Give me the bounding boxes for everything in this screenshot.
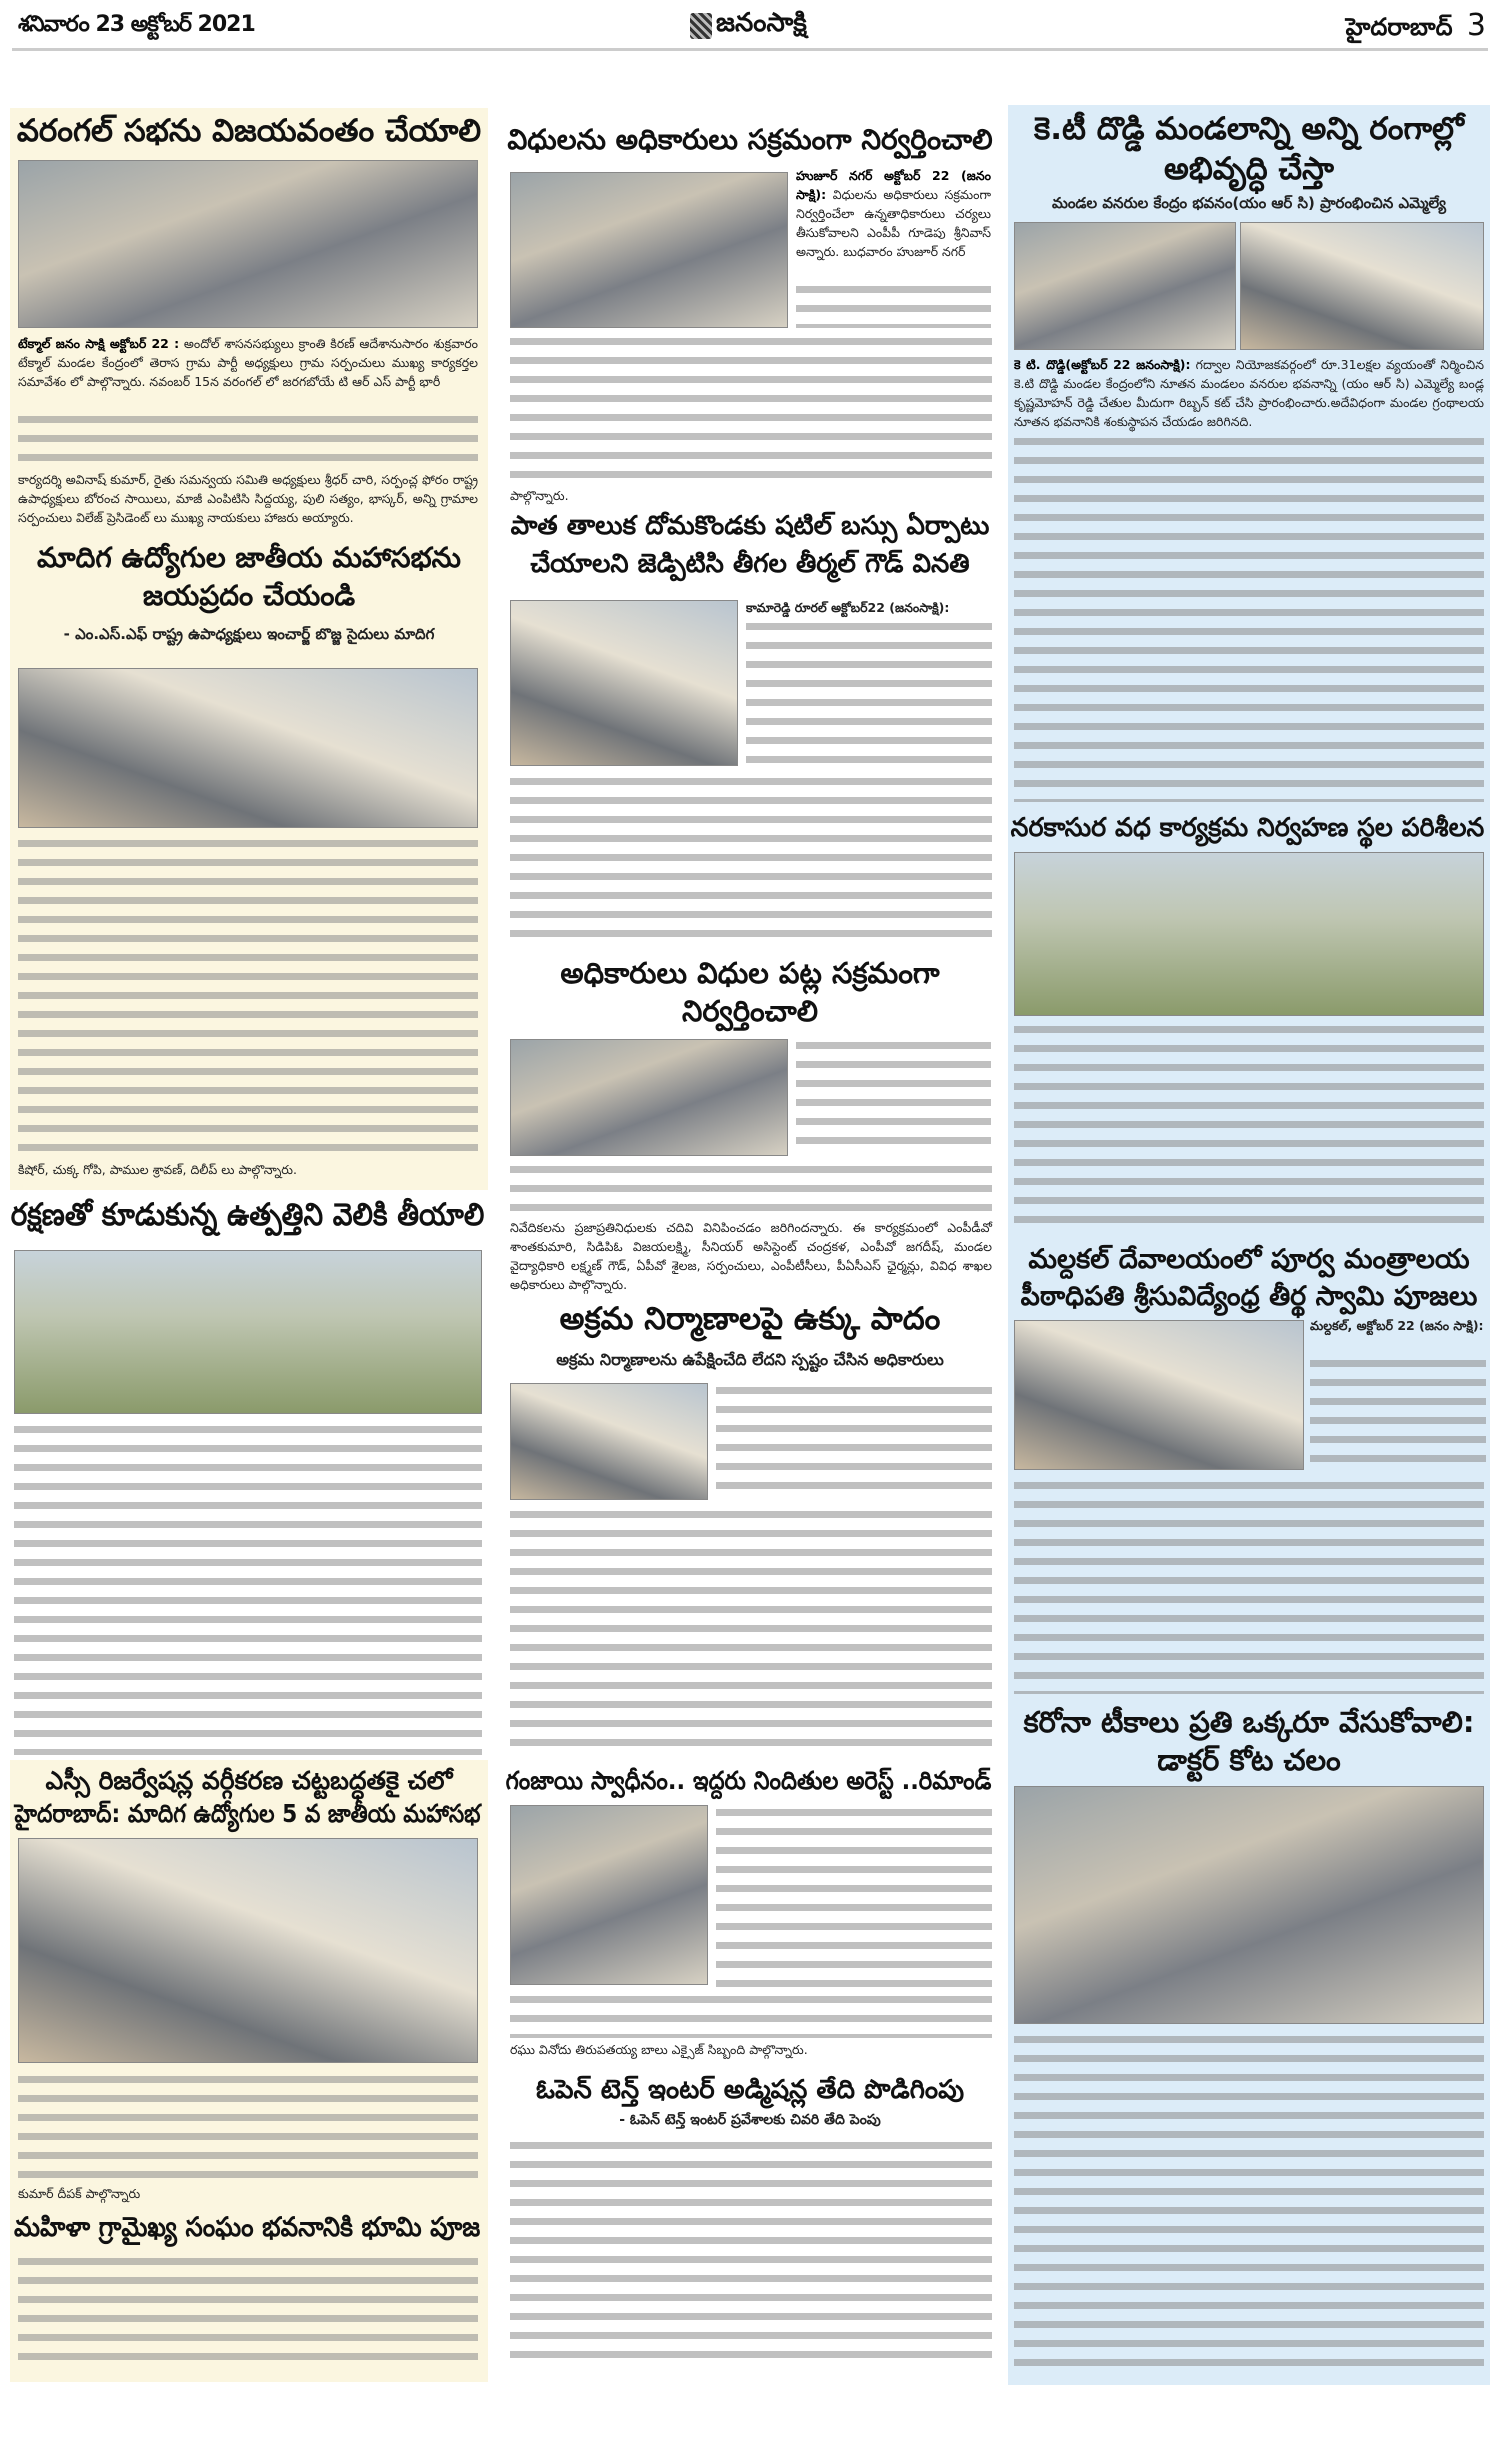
headline bbox=[14, 112, 484, 151]
headline-text: గంజాయి స్వాధీనం.. ఇద్దరు నిందితుల అరెస్ట్ ..రిమాండ్ bbox=[505, 1766, 991, 1795]
edition-name: హైదరాబాద్ bbox=[1345, 13, 1453, 41]
headline-text: - ఓపెన్ టెన్త్ ఇంటర్ ప్రవేశాలకు చివరి తేది పెంపు bbox=[619, 2112, 881, 2128]
headline-text: వరంగల్ సభను విజయవంతం చేయాలి bbox=[16, 113, 482, 149]
headline-text: చేయాలని జెడ్పిటిసి తీగల తీర్మల్ గౌడ్ వినతి bbox=[530, 549, 970, 579]
body-text-lines bbox=[18, 2070, 478, 2184]
body-text-lines bbox=[510, 332, 992, 484]
logo-emblem-icon bbox=[690, 13, 712, 39]
edition-page bbox=[1346, 8, 1486, 47]
headline bbox=[505, 1765, 995, 1796]
article-body bbox=[18, 334, 478, 391]
page-number: 3 bbox=[1466, 8, 1486, 43]
headline-line-2 bbox=[14, 1798, 484, 1829]
headline bbox=[505, 2074, 995, 2107]
headline bbox=[10, 1196, 488, 1235]
headline-text: అక్రమ నిర్మాణాలను ఉపేక్షించేది లేదని స్పష్టం చేసిన అధికారులు bbox=[556, 1350, 944, 1369]
headline-line-2 bbox=[14, 578, 484, 613]
headline-line-1 bbox=[1010, 110, 1488, 149]
headline-line-1 bbox=[505, 510, 995, 543]
header-divider bbox=[12, 48, 1488, 51]
photo bbox=[510, 1805, 708, 1985]
headline-text: కె.టీ దొడ్డి మండలాన్ని అన్ని రంగాల్లో bbox=[1034, 111, 1464, 147]
body-text-lines bbox=[14, 1420, 482, 1755]
photo bbox=[1014, 1320, 1304, 1470]
photo bbox=[18, 160, 478, 328]
body-text-lines bbox=[1310, 1354, 1486, 1472]
headline-text: మహిళా గ్రామైఖ్య సంఘం భవనానికి భూమి పూజ bbox=[13, 2212, 481, 2243]
headline-text: పాత తాలుక దోమకొండకు షటిల్ బస్సు ఏర్పాటు bbox=[510, 511, 990, 541]
body-text-lines bbox=[746, 617, 992, 767]
article-closing: పాల్గొన్నారు. bbox=[510, 488, 569, 503]
body-text-lines bbox=[1014, 2030, 1484, 2372]
subhead bbox=[1010, 194, 1488, 216]
body-text: గద్వాల నియోజకవర్గంలో రూ.31లక్షల వ్యయంతో నిర్మించిన కె.టి దొడ్డి మండల కేంద్రంలోని నూతన మండలం వనరుల భవనాన్ని (యం ఆర్ సి) ఎమ్మెల్యే బండ్ల కృష్ణమోహన్ రెడ్డి చేతుల మీదుగా రిబ్బన్ కట్ చేసి ప్రారంభించారు.అదేవిధంగా మండల గ్రంథాలయ నూతన భవనానికి శంకుస్థాపన చేయడం జరిగినది. bbox=[1014, 357, 1484, 429]
headline-line-1 bbox=[505, 955, 995, 991]
headline-text: హైదరాబాద్: మాదిగ ఉద్యోగుల 5 వ జాతీయ మహాసభ bbox=[14, 1799, 480, 1828]
headline bbox=[505, 1300, 995, 1339]
headline-line-2 bbox=[1010, 1280, 1488, 1314]
body-text-lines bbox=[510, 1505, 992, 1752]
photo bbox=[1014, 222, 1236, 350]
headline-text: ఎస్సీ రిజర్వేషన్ల వర్గీకరణ చట్టబద్ధతకై చలో bbox=[45, 1766, 453, 1795]
headline bbox=[505, 122, 995, 157]
headline bbox=[14, 2211, 484, 2245]
headline-text: డాక్టర్ కోట చలం bbox=[1157, 1743, 1341, 1777]
photo bbox=[510, 172, 788, 328]
body-text-lines bbox=[18, 410, 478, 467]
photo bbox=[510, 1383, 708, 1500]
dateline: కె టి. దొడ్డి(అక్టోబర్ 22 జనంసాక్షి): bbox=[1014, 357, 1191, 372]
headline-text: మండల వనరుల కేంద్రం భవనం(యం ఆర్ సి) ప్రారంభించిన ఎమ్మెల్యే bbox=[1051, 194, 1447, 212]
headline-text: అభివృద్ధి చేస్తా bbox=[1164, 151, 1334, 187]
headline-text: విధులను అధికారులు సక్రమంగా నిర్వర్తించాలి bbox=[507, 123, 993, 156]
headline-text: మల్దకల్ దేవాలయంలో పూర్వ మంత్రాలయ bbox=[1028, 1244, 1470, 1275]
body-text-lines bbox=[796, 1036, 991, 1156]
subhead bbox=[14, 625, 484, 647]
headline-line-1 bbox=[14, 1765, 484, 1796]
headline-text: కరోనా టీకాలు ప్రతి ఒక్కరూ వేసుకోవాలి: bbox=[1023, 1705, 1475, 1739]
photo bbox=[510, 600, 738, 766]
headline-line-2 bbox=[505, 548, 995, 581]
body-text: విధులను అధికారులు సక్రమంగా నిర్వర్తించేలా ఉన్నతాధికారులు చర్యలు తీసుకోవాలని ఎంపీపీ గూడెపు శ్రీనివాస్ అన్నారు. బుధవారం హుజూర్ నగర్ bbox=[796, 187, 991, 259]
headline-line-2 bbox=[505, 993, 995, 1029]
article-closing: కుమార్ దీపక్ పాల్గొన్నారు bbox=[18, 2186, 141, 2201]
photo bbox=[1014, 852, 1484, 1016]
photo bbox=[1014, 1786, 1484, 2024]
headline-text: మాదిగ ఉద్యోగుల జాతీయ మహాసభను bbox=[37, 541, 461, 574]
photo bbox=[14, 1250, 482, 1414]
headline-line-1 bbox=[1010, 1704, 1488, 1740]
article-closing: కిషోర్, చుక్క గోపి, పాముల శ్రావణ్, దిలీప్ లు పాల్గొన్నారు. bbox=[18, 1162, 297, 1177]
headline-text: నరకాసుర వధ కార్యక్రమ నిర్వహణ స్థల పరిశీలన bbox=[1010, 813, 1484, 843]
headline-text: నిర్వర్తించాలి bbox=[682, 994, 818, 1028]
headline-text: - ఎం.ఎస్.ఎఫ్ రాష్ట్ర ఉపాధ్యక్షులు ఇంచార్జ్ బొజ్జ సైదులు మాదిగ bbox=[63, 625, 435, 643]
body-text-lines bbox=[1014, 432, 1484, 802]
body-text-lines bbox=[510, 772, 992, 943]
photo bbox=[18, 668, 478, 828]
article-closing: రఘు వినోదు తిరుపతయ్య బాలు ఎక్సైజ్ సిబ్బంది పాల్గొన్నారు. bbox=[510, 2042, 808, 2057]
article-closing: నివేదికలను ప్రజాప్రతినిధులకు చదివి వినిపించడం జరిగిందన్నారు. ఈ కార్యక్రమంలో ఎంపీడీవో శాంతకుమారి, సిడిపిఓ విజయలక్ష్మి, సీనియర్ అసిస్టెంట్ చంద్రకళ, ఎంపీవో జగదీష్, మండల వైద్యాధికారి లక్ష్మణ్ గౌడ్, ఏపీవో శైలజ, సర్పంచులు, ఎంపీటీసీలు, పీఏసీఎస్ ఛైర్మన్లు, వివిధ శాఖల అధికారులు పాల్గొన్నారు. bbox=[510, 1220, 992, 1292]
body-text: అందోల్ శాసనసభ్యులు క్రాంతి కిరణ్ ఆదేశానుసారం శుక్రవారం టేక్మాల్ మండల కేంద్రంలో తెరాస గ్రామ పార్టీ అధ్యక్షులు గ్రామ సర్పంచులు ముఖ్య కార్యకర్తల సమావేశం లో పాల్గొన్నారు. నవంబర్ 15న వరంగల్ లో జరగబోయే టి ఆర్ ఎస్ పార్టీ భారీ bbox=[18, 336, 478, 389]
article-closing: కార్యదర్శి అవినాష్ కుమార్, రైతు సమన్వయ సమితి అధ్యక్షులు శ్రీధర్ చారి, సర్పంచ్ల ఫోరం రాష్ట్ర ఉపాధ్యక్షులు బోరంచ సాయిలు, మాజీ ఎంపిటిసి సిద్దయ్య, పులి సత్యం, భాస్కర్, అన్ని గ్రామాల సర్పంచులు విలేజ్ ప్రెసిడెంట్ లు ముఖ్య నాయకులు హాజరు అయ్యారు. bbox=[18, 472, 478, 525]
photo bbox=[18, 1838, 478, 2063]
body-text-lines bbox=[510, 1990, 992, 2038]
dateline: టేక్మాల్ జనం సాక్షి అక్టోబర్ 22 : bbox=[18, 336, 180, 351]
body-text-lines bbox=[18, 2252, 478, 2366]
headline-line-1 bbox=[14, 540, 484, 575]
headline-line-2 bbox=[1010, 1742, 1488, 1778]
body-text-lines bbox=[1014, 1020, 1484, 1233]
dateline: మల్దకల్, అక్టోబర్ 22 (జనం సాక్షి): bbox=[1310, 1318, 1484, 1333]
photo bbox=[510, 1039, 788, 1156]
headline-line-2 bbox=[1010, 150, 1488, 189]
newspaper-logo bbox=[690, 8, 807, 44]
headline-text: పీఠాధిపతి శ్రీసువిద్యేంధ్ర తీర్థ స్వామి పూజలు bbox=[1020, 1281, 1478, 1312]
dateline: కామారెడ్డి రూరల్ అక్టోబర్22 (జనంసాక్షి): bbox=[746, 600, 950, 615]
dateline: హుజూర్ నగర్ అక్టోబర్ 22 (జనం సాక్షి): bbox=[796, 168, 991, 202]
headline-text: రక్షణతో కూడుకున్న ఉత్పత్తిని వెలికి తీయాలి bbox=[10, 1197, 484, 1233]
headline-text: ఓపెన్ టెన్త్ ఇంటర్ అడ్మిషన్ల తేది పొడిగింపు bbox=[535, 2075, 965, 2105]
body-text-lines bbox=[510, 2136, 992, 2364]
headline-text: అధికారులు విధుల పట్ల సక్రమంగా bbox=[560, 956, 940, 990]
body-text-lines bbox=[716, 1381, 992, 1501]
issue-date: శనివారం 23 అక్టోబర్ 2021 bbox=[18, 12, 255, 37]
headline bbox=[1010, 812, 1488, 845]
article-body bbox=[1014, 355, 1484, 431]
body-text-lines bbox=[510, 1160, 992, 1217]
subhead bbox=[505, 2112, 995, 2131]
headline-line-1 bbox=[1010, 1243, 1488, 1277]
photo bbox=[1240, 222, 1484, 350]
body-text-lines bbox=[796, 280, 991, 328]
logo-text: జనంసాక్షి bbox=[716, 8, 807, 38]
headline-text: అక్రమ నిర్మాణాలపై ఉక్కు పాదం bbox=[559, 1301, 941, 1337]
subhead bbox=[505, 1350, 995, 1373]
body-text-lines bbox=[716, 1803, 992, 1987]
body-text-lines bbox=[18, 834, 478, 1157]
article-body bbox=[796, 166, 991, 261]
headline-text: జయప్రదం చేయండి bbox=[142, 579, 356, 612]
body-text-lines bbox=[1014, 1476, 1484, 1694]
